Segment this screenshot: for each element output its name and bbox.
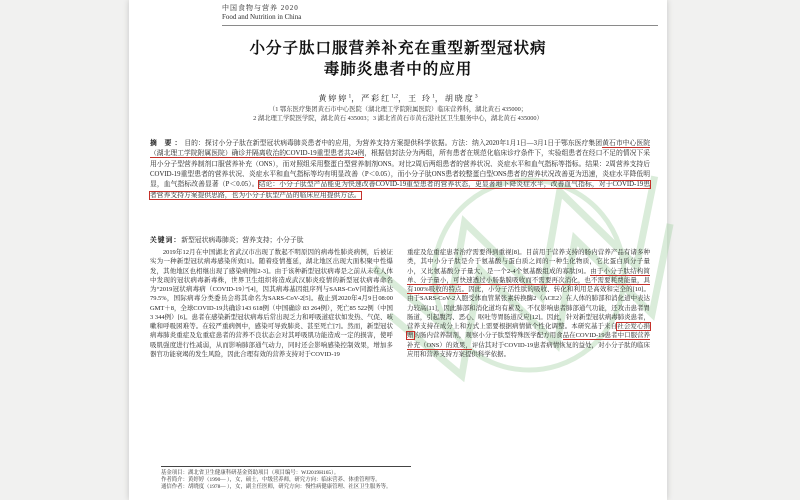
journal-name-en: Food and Nutrition in China [222,13,302,21]
body-paragraph [150,248,393,359]
header-divider [222,25,658,26]
body-segment: 重症及危重症患者治疗需要得到重视[8]。目前用于营养支持的肠内营养产品有诸多种类，其中小分子肽是介于氨基酸与蛋白质之间的一种生化物质，它比蛋白质分子量小，又比氨基酸分子量大，是一个2-4个氨基酸组成的寡肽[9]。 [407,249,650,275]
author-affil-sup: 1 [432,93,435,100]
footnote-author-bio: 作者简介：黄婷婷（1990— ），女，硕士，中级营养师，研究方向：临床营养、体重管理等。 [161,477,381,484]
affiliations [129,106,667,124]
keywords-line [150,234,650,244]
affiliation-line: 2 湖北理工学院医学院，湖北黄石 435003；3 湖北省黄石市黄石港社区卫生服务中心，湖北黄石 435000） [253,114,543,122]
body-segment: 因此，小分子活性肽的吸收、转化和利用是高效和完全的[10]。由于SARS-CoV-2入胞受体血管紧张素转换酶2（ACE2）在人体的肺部和消化道中表达力较高[11]，因此肺部和消化道均有累及，不仅影响患者肺部通气功能，还攻击患者胃肠道，引起腹泻、恶心、呕吐等胃肠道反应[12]。因此，针对新型冠状病毒肺炎患者，营养支持在成分上和方式上需要根据病情做个性化调整。本研究基于来自 [407,286,650,330]
body-paragraph [407,248,650,359]
keywords-label: 关键词： [150,237,182,244]
body-column-right [407,248,650,359]
author-affil-sup: 1 [348,93,352,100]
article-title-line2: 毒肺炎患者中的应用 [323,61,473,78]
author: 严彩红$^{1,2}$， [361,93,409,103]
footnote-corresponding-author: 通信作者：胡晓度（1978— ），女，副主任医师，研究方向：慢性病健康管理、社区卫生服务等。 [161,484,392,491]
body-segment: 2019年12月在中国湖北省武汉市出现了数起不明原因的病毒性肺炎病例，后被证实为一种新型冠状病毒感染所致[1]。随着疫情蔓延，湖北地区出现大面积聚中性爆发，其他地区也相继出现了感染病例[2-3]。由于该种新型冠状病毒是之前从未在人体中发现的冠状病毒新毒株，世界卫生组织将造成武汉肺炎疫情的新型冠状病毒命名为“2019冠状病毒病（COVID-19）”[4]，因其病毒基因组序列与SARS-CoV同源性高达79.5%，国际病毒分类委员会将其命名为SARS-CoV-2[5]。截止到2020年4月9日08:00 GMT＋8，全球COVID-19共确诊143 618例（中国确诊 83 264例），死亡85 522例（中国3 344例）[6]。患者在感染新型冠状病毒后常出现乏力和呼吸道症状如发热、气促、咳嗽和呼吸困难等。在较严重病例中，感染可导致肺炎、甚至死亡[7]。然而，新型冠状病毒肺炎重症及危重症患者的营养不良状态会对其呼吸肌功能造成一定的损害，使呼吸肌强度进行性减弱，从而影响肺部通气动力，同时还会影响感染控制效果，增加多器官功能衰竭的发生风险，因此合理有效的营养支持对于COVID-19 [150,249,393,358]
abstract-segment: 目的：探讨小分子肽在新型冠状病毒肺炎患者中的应用，为营养支持方案提供科学依据。方法：纳入2020年1月1日—3月1日于鄂东医疗集团 [184,140,603,147]
keywords-text: 新型冠状病毒肺炎；营养支持；小分子肽 [181,237,304,244]
author: 黄婷婷$^1$， [318,93,362,103]
abstract-paragraph [150,139,650,201]
author: 胡晓度$^3$ [444,93,478,103]
author-affil-sup: 1,2 [391,93,399,100]
abstract-segment-red-box: 结论：小分子肽型产品能更为快速改善COVID-19重型患者的营养状态，更显著地下降炎症水平，改善血气指标，对于COVID-19患者营养支持方案提供思路，也为小分子肽型产品的临床应用提供方法。 [150,181,650,199]
author-affil-sup: 3 [474,93,478,100]
abstract-segment: ，根据信封法分为两组，所有患者在规范化临床诊疗条件下，实验组患者在经口不足的情况下采用小分子型营养制剂口服营养补充（ONS），而对照组采用整蛋白型营养制剂ONS。对比2周后两组患者的营养状况、炎症水平和血气指标等指标。结果：2周营养支持后COVID-19重型患者的营养状况、炎症水平和血气指标等均有明显改善（P＜0.05），而小分子肽ONS患者较整蛋白型ONS患者的营养状况改善更为迅速，炎症水平降低明显，血气指标改善显著（P＜0.05）。 [150,150,650,189]
article-title [129,38,667,80]
journal-header [222,4,301,22]
body-segment-red-underline: 品在COVID-19患者中口服营养补充（ONS）的效果， [407,332,650,349]
abstract-segment-red-underline: 黄石市中心医院（湖北理工学院附属医院）确诊并隔离收治的COVID-19重型患者共24例 [150,140,651,158]
body-segment-red-box: 社会爱心捐赠 [407,323,650,340]
footnote-fund: 基金项目：湖北省卫生健康科研基金资助项目（项目编号：WJ2019H165）。 [161,470,340,476]
footnotes [161,470,581,492]
affiliation-line: （1 鄂东医疗集团黄石市中心医院（湖北理工学院附属医院）临床营养科，湖北黄石 435000； [268,106,528,113]
footnote-divider [161,466,411,467]
paper-page [129,0,667,500]
body-segment-red-underline: 由于小分子肽结构简单、分子量小，可快速透过小肠黏膜吸收而不需要再次消化，也不需要耗费能量，具有100%吸收的特点。 [407,267,650,293]
body-segment: 的肠内营养制剂，观察小分子肽型特殊医学配方用食 [413,332,563,340]
journal-name-cn: 中国食物与营养 2020 [222,4,299,12]
author-list [129,93,667,104]
body-column-left [150,248,393,359]
article-title-line1: 小分子肽口服营养补充在重型新型冠状病 [249,40,547,57]
body-segment: 评估其对于COVID-19患者病情恢复的益处，对小分子肽的临床应用和营养支持方案提供科学依据。 [407,341,650,358]
abstract-label: 摘 要： [150,140,185,147]
author: 王 玲$^1$， [408,93,445,103]
